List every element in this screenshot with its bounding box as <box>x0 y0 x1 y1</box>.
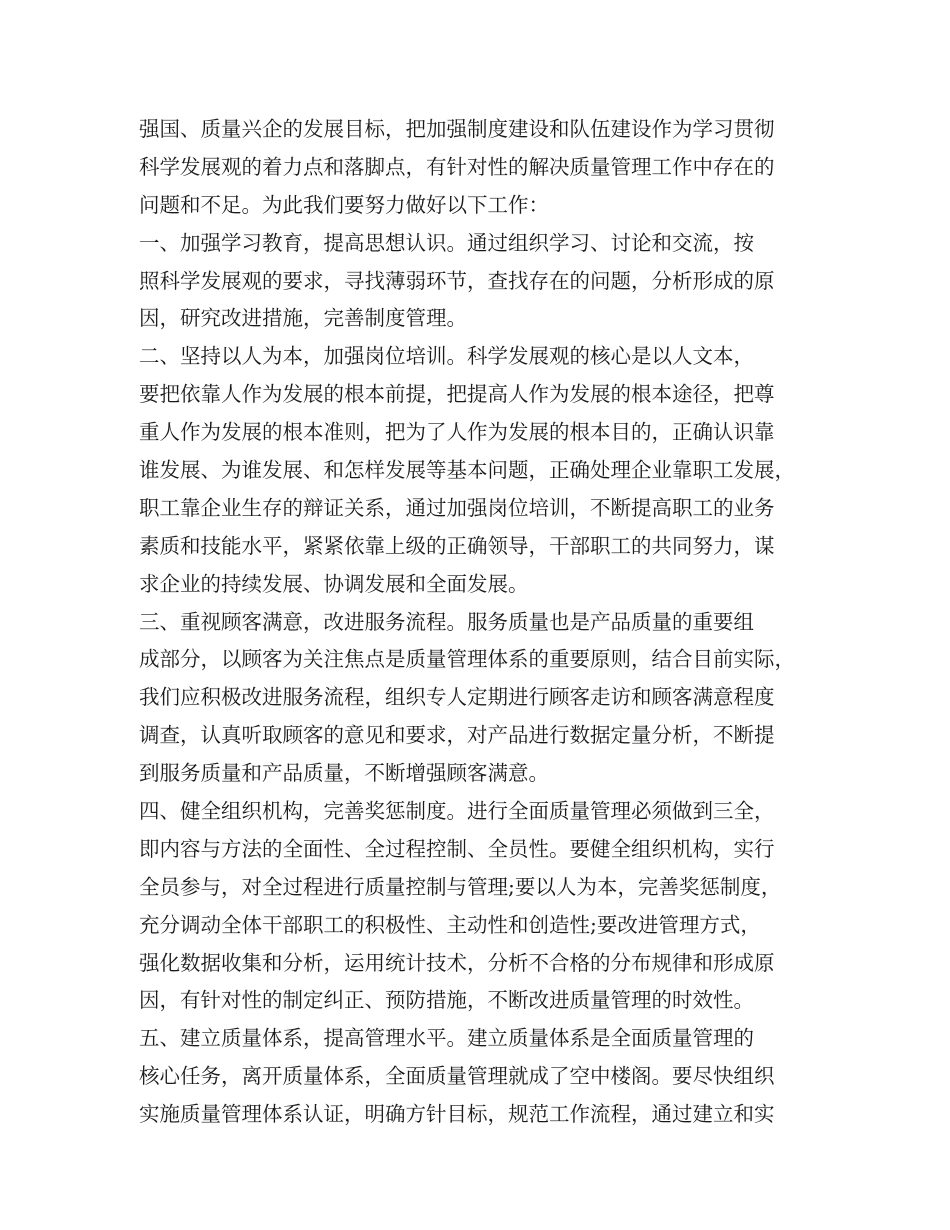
text-line: 职工靠企业生存的辩证关系，通过加强岗位培训，不断提高职工的业务 <box>139 495 775 520</box>
text-line: 充分调动全体干部职工的积极性、主动性和创造性;要改进管理方式， <box>139 912 761 937</box>
text-line: 照科学发展观的要求，寻找薄弱环节，查找存在的问题，分析形成的原 <box>139 268 775 293</box>
text-line: 二、坚持以人为本，加强岗位培训。科学发展观的核心是以人文本， <box>139 344 754 369</box>
text-line: 因，有针对性的制定纠正、预防措施，不断改进质量管理的时效性。 <box>139 988 754 1013</box>
text-line: 实施质量管理体系认证，明确方针目标，规范工作流程，通过建立和实 <box>139 1102 775 1127</box>
text-line: 科学发展观的着力点和落脚点，有针对性的解决质量管理工作中存在的 <box>139 154 775 179</box>
text-line: 求企业的持续发展、协调发展和全面发展。 <box>139 571 529 596</box>
text-line: 谁发展、为谁发展、和怎样发展等基本问题，正确处理企业靠职工发展， <box>139 458 795 483</box>
text-line: 强化数据收集和分析，运用统计技术，分析不合格的分布规律和形成原 <box>139 950 775 975</box>
text-line: 重人作为发展的根本准则，把为了人作为发展的根本目的，正确认识靠 <box>139 420 775 445</box>
text-line: 素质和技能水平，紧紧依靠上级的正确领导，干部职工的共同努力，谋 <box>139 533 775 558</box>
text-line: 成部分，以顾客为关注焦点是质量管理体系的重要原则，结合目前实际， <box>139 647 795 672</box>
text-line: 一、加强学习教育，提高思想认识。通过组织学习、讨论和交流，按 <box>139 230 754 255</box>
text-line: 要把依靠人作为发展的根本前提，把提高人作为发展的根本途径，把尊 <box>139 382 775 407</box>
text-line: 全员参与，对全过程进行质量控制与管理;要以人为本，完善奖惩制度， <box>139 874 782 899</box>
text-line: 五、建立质量体系，提高管理水平。建立质量体系是全面质量管理的 <box>139 1026 754 1051</box>
text-line: 核心任务，离开质量体系，全面质量管理就成了空中楼阁。要尽快组织 <box>139 1064 775 1089</box>
text-line: 因，研究改进措施，完善制度管理。 <box>139 306 467 331</box>
text-line: 我们应积极改进服务流程，组织专人定期进行顾客走访和顾客满意程度 <box>139 685 775 710</box>
body-text <box>139 111 829 1134</box>
text-line: 即内容与方法的全面性、全过程控制、全员性。要健全组织机构，实行 <box>139 836 775 861</box>
text-line: 四、健全组织机构，完善奖惩制度。进行全面质量管理必须做到三全， <box>139 799 775 824</box>
text-line: 三、重视顾客满意，改进服务流程。服务质量也是产品质量的重要组 <box>139 609 754 634</box>
text-line: 调查，认真听取顾客的意见和要求，对产品进行数据定量分析，不断提 <box>139 723 775 748</box>
text-line: 强国、质量兴企的发展目标，把加强制度建设和队伍建设作为学习贯彻 <box>139 117 775 141</box>
text-line: 问题和不足。为此我们要努力做好以下工作： <box>139 192 549 217</box>
text-line: 到服务质量和产品质量，不断增强顾客满意。 <box>139 761 549 786</box>
